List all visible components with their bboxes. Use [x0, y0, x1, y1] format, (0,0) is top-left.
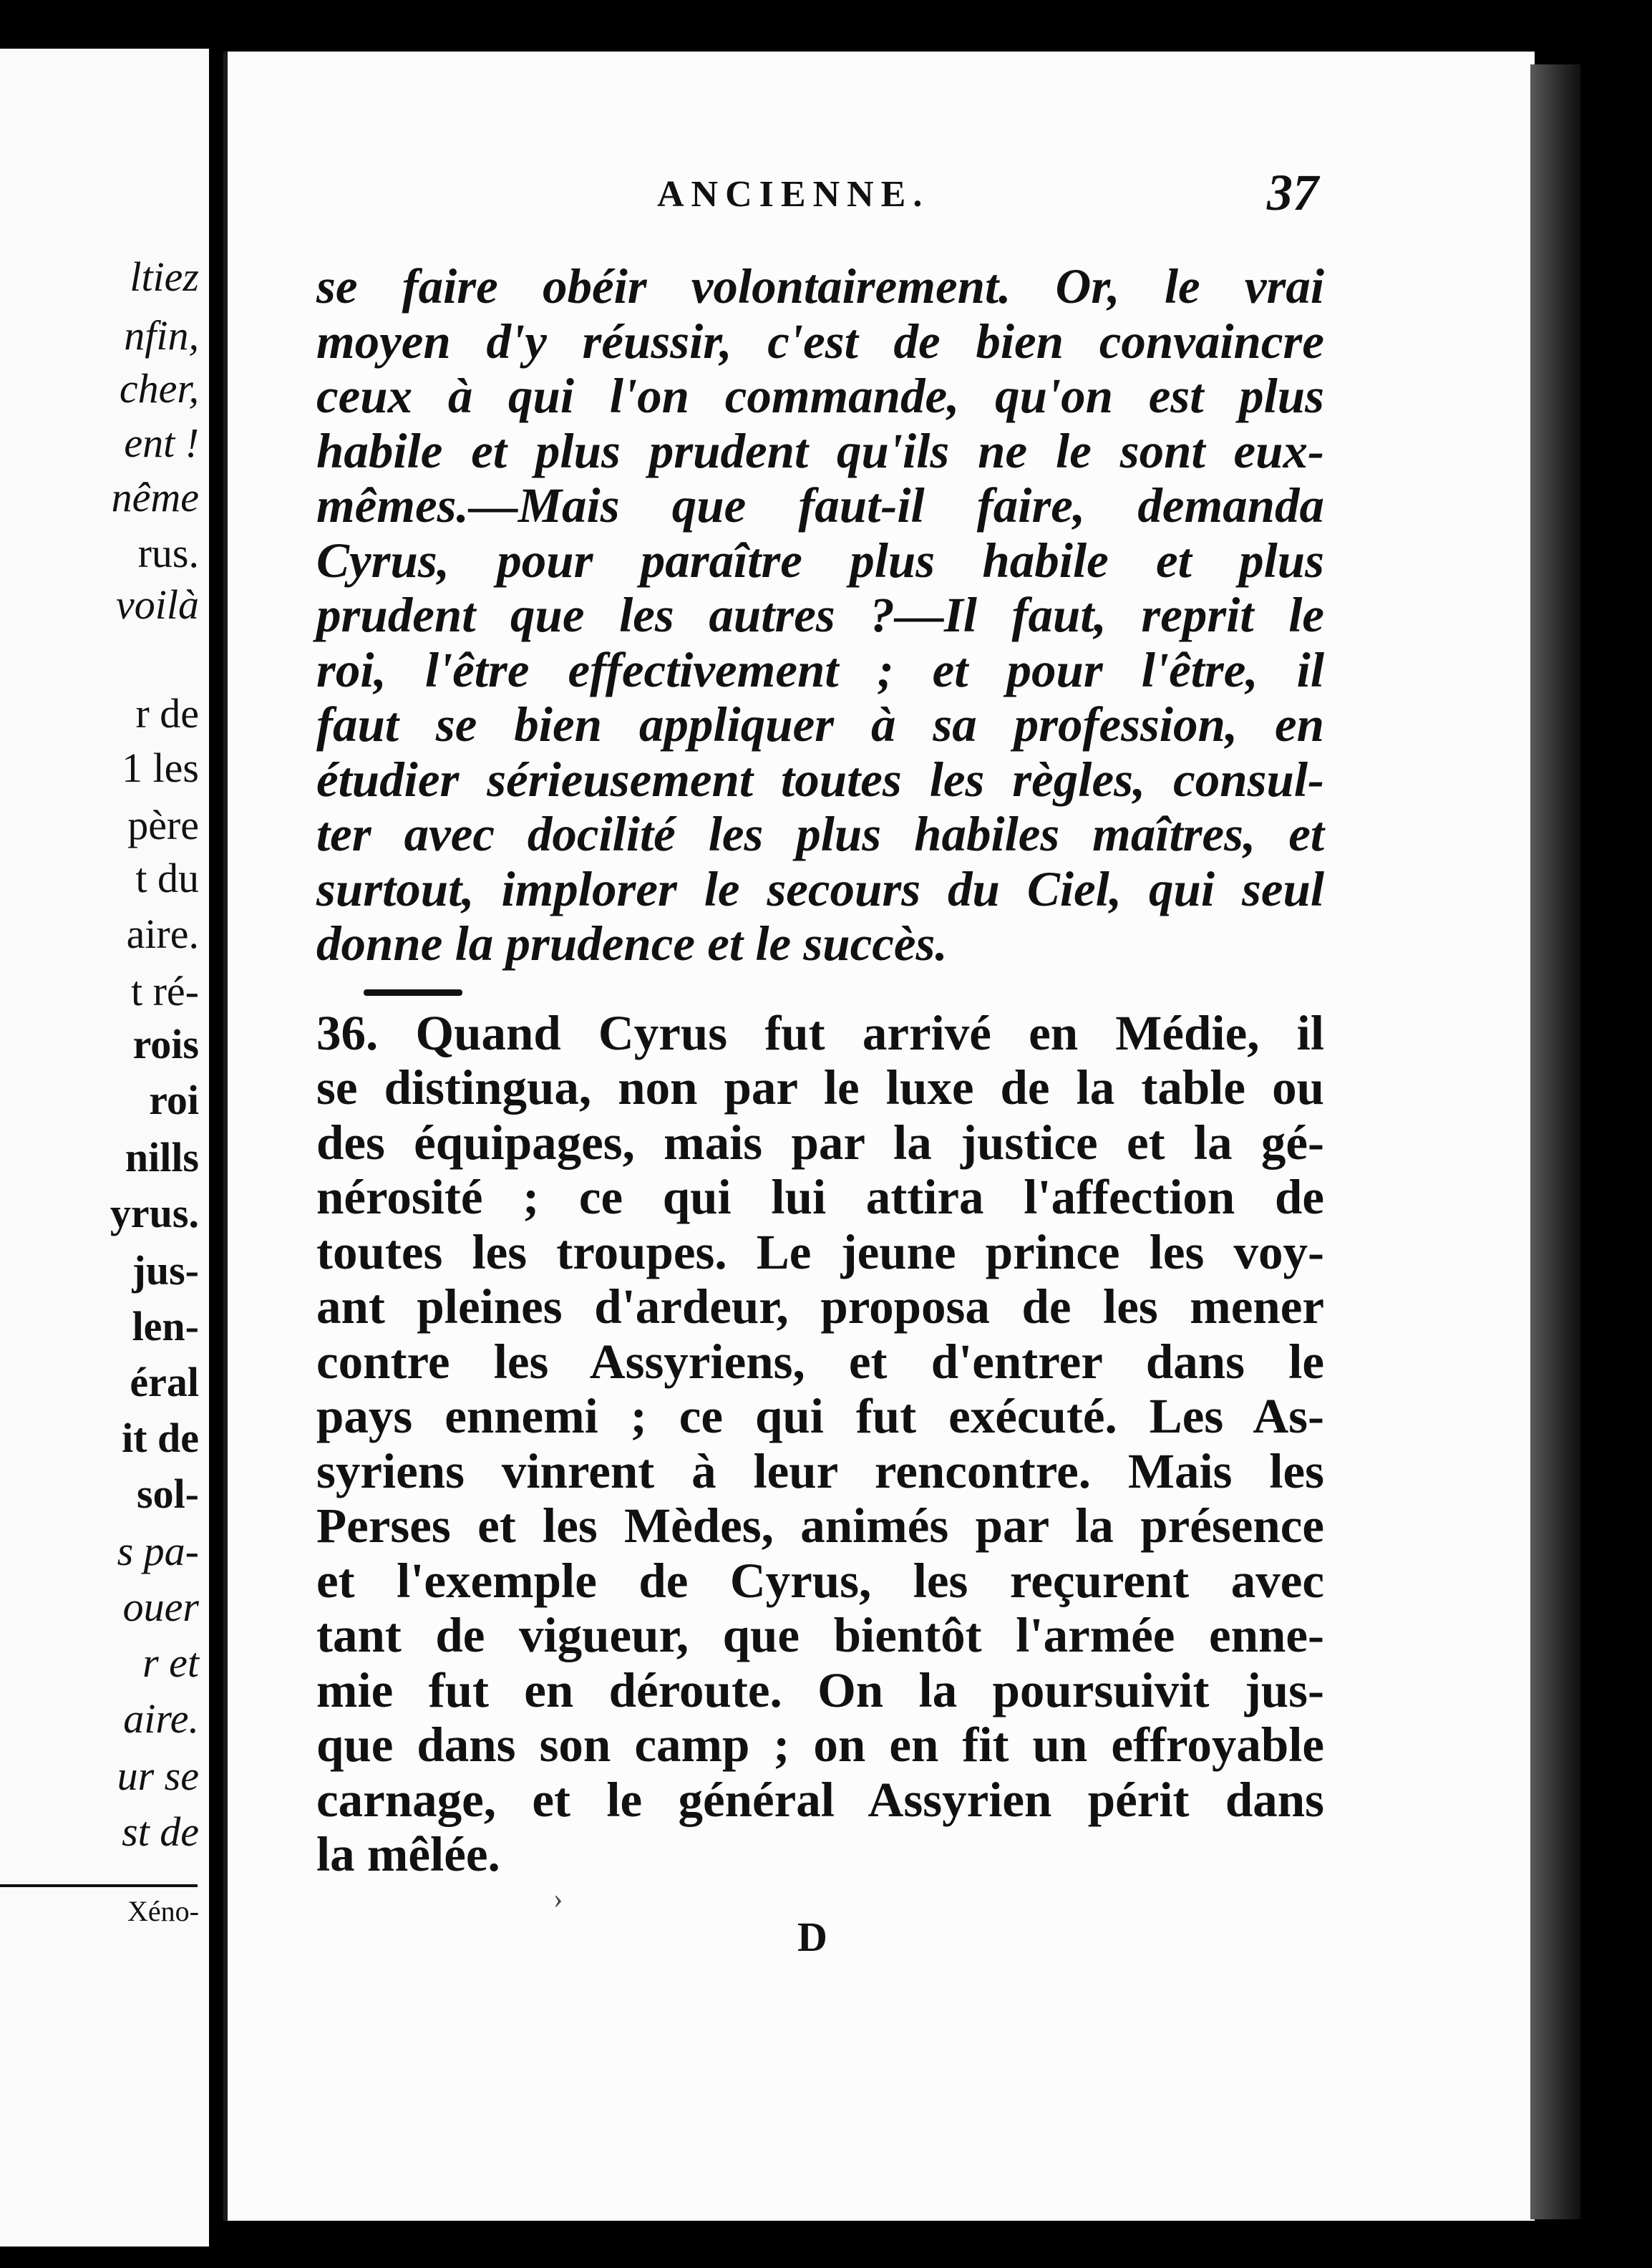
left-page-line: père [127, 802, 199, 848]
text-line: faut se bien appliquer à sa profession, en [316, 697, 1324, 752]
left-page-line: rois [132, 1021, 199, 1067]
text-line: nérosité ; ce qui lui attira l'affection de [316, 1170, 1324, 1224]
left-page-line: aire. [126, 911, 199, 957]
left-page-line: jus- [132, 1247, 199, 1294]
text-line: se distingua, non par le luxe de la table ou [316, 1060, 1324, 1115]
previous-page-fragment [0, 49, 209, 2247]
text-line: mêmes.—Mais que faut-il faire, demanda [316, 478, 1324, 533]
body-text [316, 259, 1324, 1882]
left-page-line: cher, [119, 365, 199, 412]
text-line: surtout, implorer le secours du Ciel, qui seul [316, 861, 1324, 916]
page-edge-shadow [1530, 64, 1580, 2219]
left-page-line: nills [125, 1134, 199, 1181]
text-line: des équipages, mais par la justice et la gé- [316, 1115, 1324, 1170]
left-page-line: nfin, [124, 312, 199, 359]
left-page-line: ur se [117, 1753, 199, 1799]
page-number: 37 [1267, 164, 1318, 221]
text-line: prudent que les autres ?—Il faut, reprit le [316, 588, 1324, 642]
text-line: donne la prudence et le succès. [316, 916, 948, 971]
left-page-line: voilà [116, 581, 199, 628]
text-line: la mêlée. [316, 1827, 500, 1881]
text-line: 36. Quand Cyrus fut arrivé en Médie, il [316, 1005, 1324, 1060]
left-page-line: r et [142, 1639, 199, 1686]
book-page [223, 52, 1535, 2221]
left-page-line: t ré- [131, 968, 199, 1014]
book-gutter [209, 0, 223, 2268]
left-page-line: ouer [122, 1584, 199, 1630]
text-line: contre les Assyriens, et d'entrer dans le [316, 1334, 1324, 1389]
text-line: et l'exemple de Cyrus, les reçurent avec [316, 1553, 1324, 1608]
text-line: Cyrus, pour paraître plus habile et plus [316, 533, 1324, 588]
footnote-fragment: Xéno- [127, 1895, 199, 1927]
left-page-line: roi [149, 1077, 199, 1123]
text-line: moyen d'y réussir, c'est de bien convaincre [316, 314, 1324, 369]
left-page-line: éral [130, 1359, 199, 1405]
text-line: ter avec docilité les plus habiles maîtres, et [316, 807, 1324, 861]
running-head [228, 164, 1535, 231]
left-page-line: yrus. [110, 1190, 199, 1236]
text-line: pays ennemi ; ce qui fut exécuté. Les As- [316, 1389, 1324, 1443]
left-page-line: ltiez [130, 253, 199, 300]
paragraph-36 [316, 1006, 1324, 1882]
stray-mark: › [553, 1882, 563, 1914]
left-page-line: len- [132, 1303, 199, 1349]
text-line: syriens vinrent à leur rencontre. Mais les [316, 1443, 1324, 1498]
text-line: que dans son camp ; on en fit un effroyable [316, 1717, 1324, 1772]
left-page-line: t du [135, 855, 199, 901]
left-page-line: r de [135, 690, 199, 737]
text-line: carnage, et le général Assyrien périt dans [316, 1772, 1324, 1827]
footnote-rule [0, 1884, 198, 1887]
left-page-line: 1 les [122, 745, 199, 791]
text-line: ceux à qui l'on commande, qu'on est plus [316, 369, 1324, 423]
left-page-line: sol- [137, 1470, 199, 1517]
text-line: étudier sérieusement toutes les règles, consul- [316, 752, 1324, 807]
left-page-line: s pa- [117, 1528, 199, 1574]
running-title: ANCIENNE. [657, 174, 930, 215]
text-line: Perses et les Mèdes, animés par la présence [316, 1498, 1324, 1553]
text-line: tant de vigueur, que bientôt l'armée enne- [316, 1608, 1324, 1662]
text-line: roi, l'être effectivement ; et pour l'être, il [316, 642, 1324, 697]
text-line: toutes les troupes. Le jeune prince les voy- [316, 1224, 1324, 1279]
left-page-line: it de [122, 1415, 199, 1461]
signature-mark: D [797, 1914, 827, 1960]
left-page-line: aire. [123, 1695, 199, 1742]
text-line: ant pleines d'ardeur, proposa de les mener [316, 1279, 1324, 1334]
text-line: habile et plus prudent qu'ils ne le sont eux- [316, 423, 1324, 478]
left-page-line: rus. [137, 530, 199, 576]
left-page-line: nême [111, 474, 199, 520]
text-line: mie fut en déroute. On la poursuivit jus- [316, 1662, 1324, 1717]
paragraph-dialogue [316, 259, 1324, 971]
left-page-line: ent ! [124, 420, 199, 466]
text-line: se faire obéir volontairement. Or, le vrai [316, 259, 1324, 314]
left-page-line: st de [122, 1808, 199, 1855]
